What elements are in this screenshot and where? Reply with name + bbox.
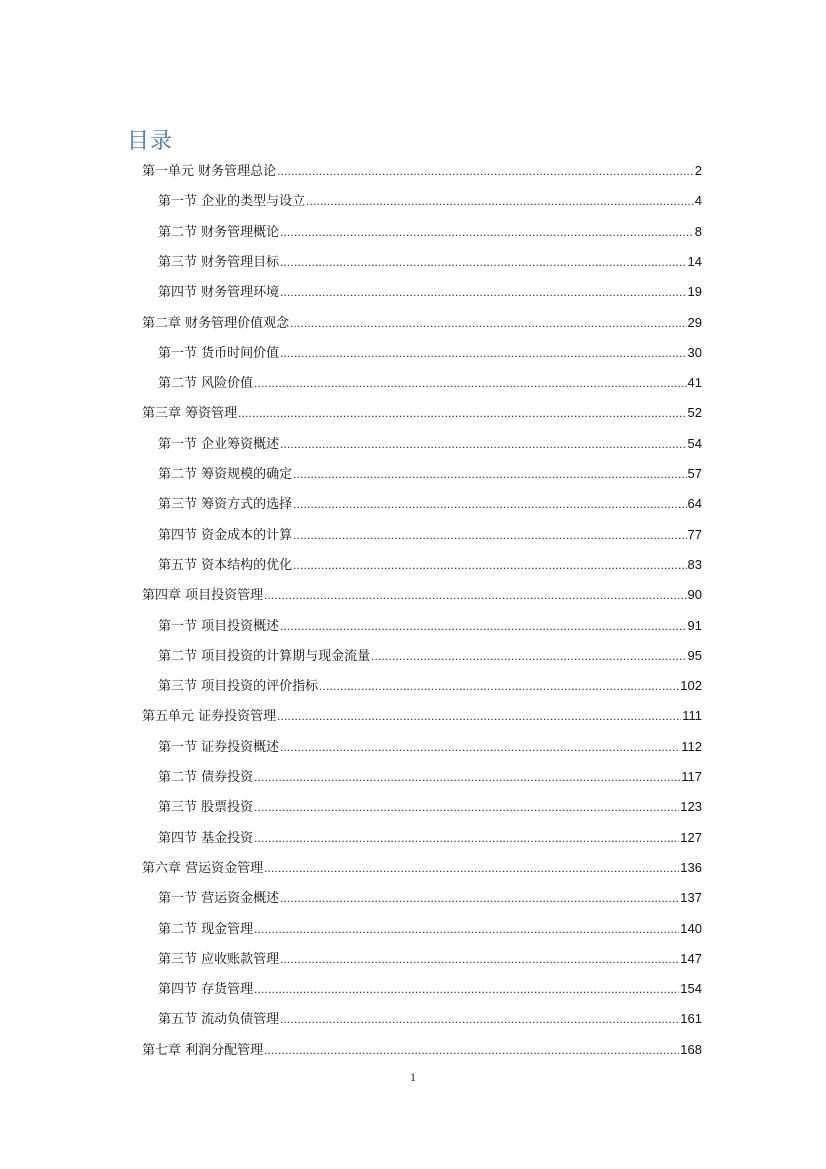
toc-dot-leader [277, 703, 681, 729]
toc-entry-label: 第三节 项目投资的评价指标 [158, 679, 319, 694]
toc-dot-leader [280, 340, 686, 366]
toc-dot-leader [319, 673, 679, 699]
toc-entry-label: 第一节 企业筹资概述 [158, 437, 280, 452]
toc-dot-leader [280, 219, 694, 245]
toc-dot-leader [280, 946, 679, 972]
toc-section-entry[interactable] [158, 340, 702, 366]
toc-entry-page: 52 [687, 405, 702, 420]
toc-entry-label: 第四节 财务管理环境 [158, 285, 280, 300]
toc-section-entry[interactable] [158, 188, 702, 214]
toc-entry-page: 161 [680, 1011, 702, 1026]
toc-section-entry[interactable] [158, 764, 702, 790]
toc-entry-label: 第四章 项目投资管理 [142, 588, 264, 603]
toc-dot-leader [290, 310, 686, 336]
toc-section-entry[interactable] [158, 552, 702, 578]
toc-section-entry[interactable] [158, 431, 702, 457]
toc-chapter-entry[interactable] [142, 582, 702, 608]
toc-entry-page: 111 [682, 708, 702, 723]
toc-chapter-entry[interactable] [142, 158, 702, 184]
toc-entry-page: 127 [680, 830, 702, 845]
toc-entry-label: 第二节 债券投资 [158, 770, 254, 785]
toc-section-entry[interactable] [158, 522, 702, 548]
toc-dot-leader [254, 764, 680, 790]
toc-section-entry[interactable] [158, 885, 702, 911]
toc-section-entry[interactable] [158, 643, 702, 669]
toc-section-entry[interactable] [158, 249, 702, 275]
toc-section-entry[interactable] [158, 370, 702, 396]
toc-entry-label: 第三节 股票投资 [158, 800, 254, 815]
toc-entry-label: 第三节 应收账款管理 [158, 952, 280, 967]
toc-entry-page: 154 [680, 981, 702, 996]
toc-dot-leader [264, 855, 679, 881]
toc-chapter-entry[interactable] [142, 703, 702, 729]
toc-entry-page: 8 [694, 224, 702, 239]
toc-entry-label: 第一单元 财务管理总论 [142, 164, 277, 179]
toc-entry-page: 95 [687, 648, 702, 663]
toc-entry-label: 第一节 货币时间价值 [158, 346, 280, 361]
toc-dot-leader [264, 1037, 679, 1063]
toc-entry-page: 41 [687, 375, 702, 390]
toc-entry-page: 168 [680, 1042, 702, 1057]
toc-dot-leader [254, 916, 679, 942]
toc-entry-label: 第二章 财务管理价值观念 [142, 316, 290, 331]
toc-entry-label: 第二节 风险价值 [158, 376, 254, 391]
toc-dot-leader [371, 643, 686, 669]
toc-entry-label: 第五单元 证券投资管理 [142, 709, 277, 724]
toc-section-entry[interactable] [158, 673, 702, 699]
toc-dot-leader [280, 279, 686, 305]
toc-chapter-entry[interactable] [142, 400, 702, 426]
toc-chapter-entry[interactable] [142, 855, 702, 881]
toc-entry-label: 第一节 证券投资概述 [158, 740, 280, 755]
toc-entry-label: 第三章 筹资管理 [142, 406, 238, 421]
toc-dot-leader [254, 794, 679, 820]
toc-chapter-entry[interactable] [142, 310, 702, 336]
toc-entry-page: 90 [687, 587, 702, 602]
toc-section-entry[interactable] [158, 613, 702, 639]
toc-entry-label: 第四节 资金成本的计算 [158, 528, 293, 543]
toc-section-entry[interactable] [158, 1006, 702, 1032]
toc-entry-page: 57 [687, 466, 702, 481]
toc-entry-label: 第一节 项目投资概述 [158, 619, 280, 634]
toc-entry-page: 29 [687, 315, 702, 330]
toc-entry-label: 第一节 企业的类型与设立 [158, 194, 306, 209]
toc-dot-leader [293, 461, 686, 487]
toc-section-entry[interactable] [158, 976, 702, 1002]
toc-entry-page: 136 [680, 860, 702, 875]
toc-entry-label: 第四节 存货管理 [158, 982, 254, 997]
toc-entry-page: 83 [687, 557, 702, 572]
toc-entry-page: 77 [687, 527, 702, 542]
toc-entry-label: 第七章 利润分配管理 [142, 1043, 264, 1058]
toc-entry-label: 第五节 资本结构的优化 [158, 558, 293, 573]
toc-dot-leader [277, 158, 694, 184]
toc-entry-page: 91 [687, 618, 702, 633]
toc-entry-page: 54 [687, 436, 702, 451]
toc-dot-leader [280, 431, 686, 457]
toc-entry-label: 第六章 营运资金管理 [142, 861, 264, 876]
toc-entry-page: 64 [687, 496, 702, 511]
toc-entry-label: 第二节 现金管理 [158, 922, 254, 937]
toc-entry-page: 14 [687, 254, 702, 269]
toc-section-entry[interactable] [158, 461, 702, 487]
toc-entry-page: 140 [680, 921, 702, 936]
toc-dot-leader [254, 976, 679, 1002]
toc-dot-leader [280, 249, 686, 275]
toc-entry-page: 117 [681, 769, 702, 784]
toc-entry-page: 137 [680, 890, 702, 905]
toc-dot-leader [293, 522, 686, 548]
toc-entry-page: 112 [681, 739, 702, 754]
toc-section-entry[interactable] [158, 916, 702, 942]
toc-entry-label: 第四节 基金投资 [158, 831, 254, 846]
toc-title: 目录 [127, 129, 174, 154]
toc-entry-label: 第二节 财务管理概论 [158, 225, 280, 240]
toc-section-entry[interactable] [158, 219, 702, 245]
toc-dot-leader [293, 491, 686, 517]
toc-entry-page: 19 [687, 284, 702, 299]
toc-dot-leader [293, 552, 686, 578]
toc-dot-leader [280, 734, 680, 760]
toc-entry-label: 第二节 项目投资的计算期与现金流量 [158, 649, 371, 664]
toc-dot-leader [254, 825, 679, 851]
toc-entry-label: 第三节 筹资方式的选择 [158, 497, 293, 512]
toc-section-entry[interactable] [158, 491, 702, 517]
toc-entry-label: 第三节 财务管理目标 [158, 255, 280, 270]
toc-section-entry[interactable] [158, 279, 702, 305]
toc-dot-leader [280, 613, 686, 639]
toc-entry-page: 2 [694, 163, 702, 178]
toc-entry-label: 第二节 筹资规模的确定 [158, 467, 293, 482]
toc-section-entry[interactable] [158, 794, 702, 820]
page-number: 1 [410, 1070, 416, 1084]
toc-entry-label: 第五节 流动负债管理 [158, 1012, 280, 1027]
toc-entry-page: 4 [694, 193, 702, 208]
toc-section-entry[interactable] [158, 825, 702, 851]
toc-entry-label: 第一节 营运资金概述 [158, 891, 280, 906]
toc-entry-page: 147 [680, 951, 702, 966]
toc-entry-page: 30 [687, 345, 702, 360]
toc-chapter-entry[interactable] [142, 1037, 702, 1063]
toc-dot-leader [306, 188, 694, 214]
toc-dot-leader [280, 1006, 679, 1032]
toc-entry-page: 102 [680, 678, 702, 693]
toc-dot-leader [280, 885, 679, 911]
toc-dot-leader [264, 582, 686, 608]
toc-dot-leader [238, 400, 686, 426]
toc-entry-page: 123 [680, 799, 702, 814]
toc-section-entry[interactable] [158, 734, 702, 760]
toc-section-entry[interactable] [158, 946, 702, 972]
toc-dot-leader [254, 370, 686, 396]
